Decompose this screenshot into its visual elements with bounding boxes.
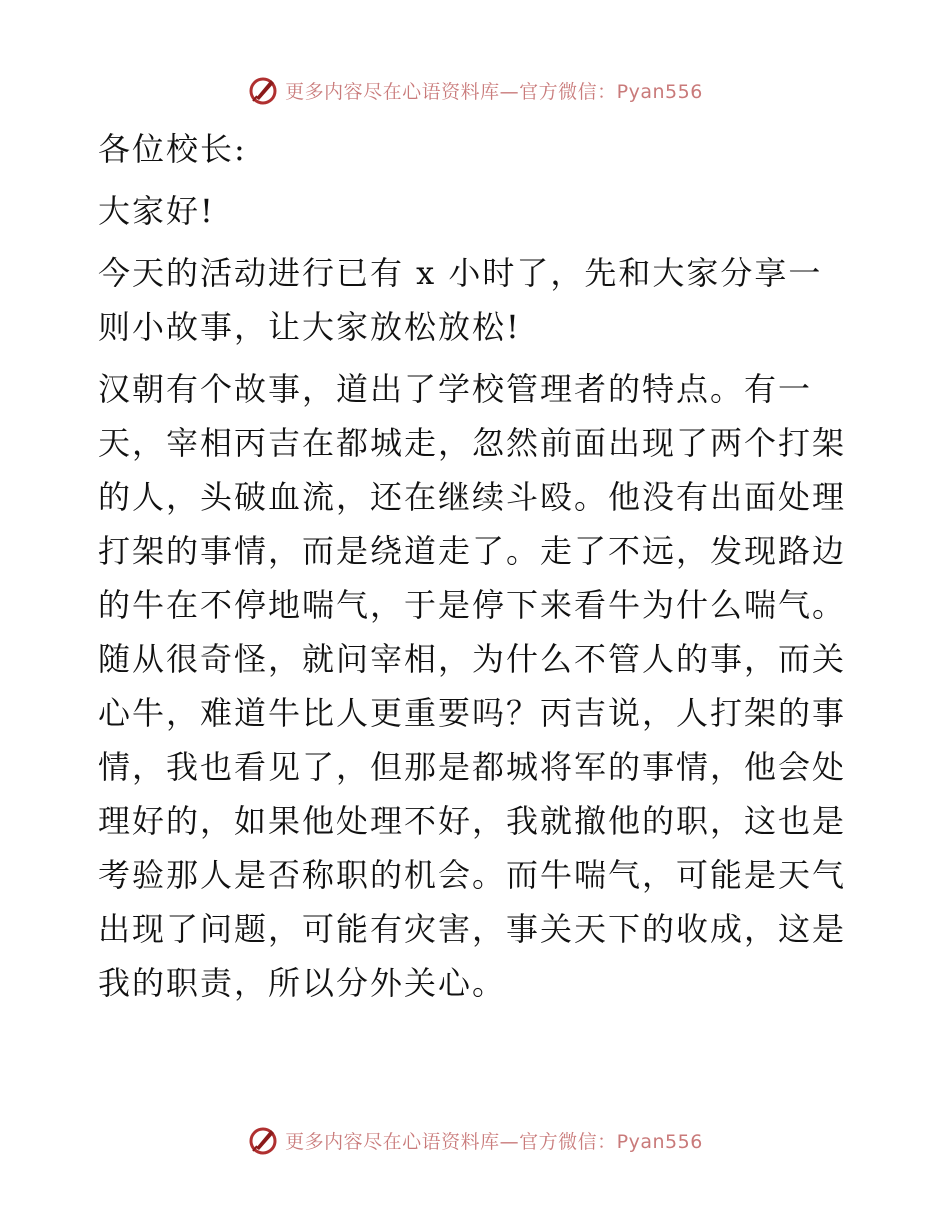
greeting: 大家好! xyxy=(98,192,215,230)
salutation: 各位校长: xyxy=(98,130,247,168)
watermark-text: 更多内容尽在心语资料库—官方微信：Pyan556 xyxy=(285,1130,703,1153)
paragraph-line: 情，我也看见了，但那是都城将军的事情，他会处 xyxy=(98,748,847,786)
paragraph-line: 理好的，如果他处理不好，我就撤他的职，这也是 xyxy=(98,802,847,840)
paragraph-line: 的牛在不停地喘气，于是停下来看牛为什么喘气。 xyxy=(98,586,847,624)
paragraph-1 xyxy=(98,246,848,354)
header-watermark xyxy=(0,70,950,110)
paragraph-line: 考验那人是否称职的机会。而牛喘气，可能是天气 xyxy=(98,856,847,894)
paragraph-2 xyxy=(98,362,848,1010)
watermark-text: 更多内容尽在心语资料库—官方微信：Pyan556 xyxy=(285,80,703,103)
paragraph-line: 天，宰相丙吉在都城走，忽然前面出现了两个打架 xyxy=(98,424,847,462)
paragraph-line: 我的职责，所以分外关心。 xyxy=(98,964,507,1002)
paragraph-line: 今天的活动进行已有 x 小时了，先和大家分享一 xyxy=(98,254,823,292)
quill-in-circle-icon xyxy=(247,74,279,106)
footer-watermark xyxy=(0,1120,950,1160)
document-body xyxy=(98,122,848,1010)
paragraph-line: 随从很奇怪，就问宰相，为什么不管人的事，而关 xyxy=(98,640,847,678)
paragraph-line: 打架的事情，而是绕道走了。走了不远，发现路边 xyxy=(98,532,847,570)
paragraph-line: 心牛，难道牛比人更重要吗？丙吉说，人打架的事 xyxy=(98,694,847,732)
paragraph-line: 汉朝有个故事，道出了学校管理者的特点。有一 xyxy=(98,370,813,408)
quill-in-circle-icon xyxy=(247,1124,279,1156)
paragraph-line: 的人，头破血流，还在继续斗殴。他没有出面处理 xyxy=(98,478,847,516)
paragraph-line: 出现了问题，可能有灾害，事关天下的收成，这是 xyxy=(98,910,847,948)
paragraph-line: 则小故事，让大家放松放松! xyxy=(98,308,521,346)
